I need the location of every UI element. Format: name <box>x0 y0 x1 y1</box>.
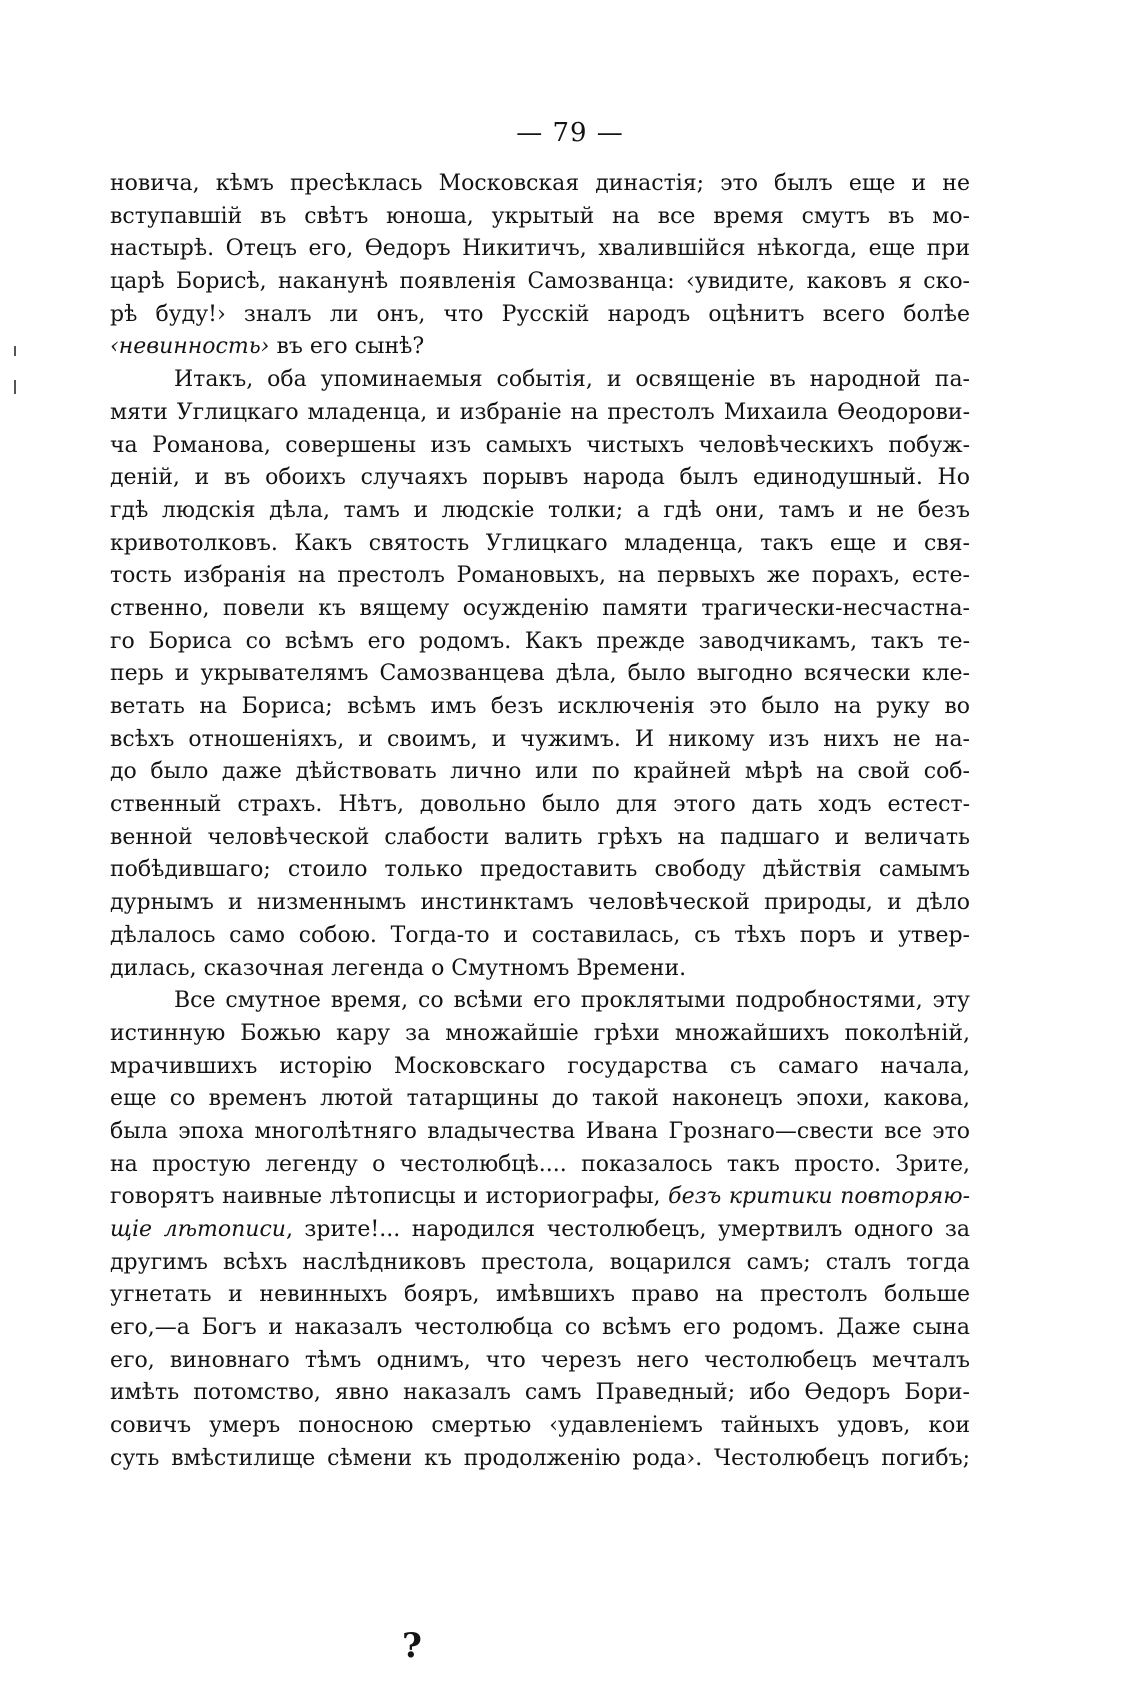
text-line <box>110 331 970 364</box>
text-line: совичъ умеръ поносною смертью ‹удавленіемъ тайныхъ удовъ, кои <box>110 1413 970 1439</box>
text-segment: въ его сынѣ? <box>269 334 425 360</box>
text-line: была эпоха многолѣтняго владычества Ивана Грознаго—свести все это <box>110 1118 970 1144</box>
text-segment: , зрите!... народился честолюбецъ, умертвилъ одного за <box>285 1217 970 1242</box>
text-line: истинную Божью кару за множайшіе грѣхи множайшихъ поколѣній, <box>110 1020 970 1046</box>
text-line: его, виновнаго тѣмъ однимъ, что черезъ него честолюбецъ мечталъ <box>110 1347 970 1373</box>
text-line: суть вмѣстилище сѣмени къ продолженію рода›. Честолюбецъ погибъ; <box>110 1445 970 1471</box>
text-line: Итакъ, оба упоминаемыя событія, и освященіе въ народной па- <box>174 367 970 393</box>
text-line: всѣхъ отношеніяхъ, и своимъ, и чужимъ. И никому изъ нихъ не на- <box>110 726 970 752</box>
text-line: дѣлалось само собою. Тогда-то и составилась, съ тѣхъ поръ и утвер- <box>110 922 970 948</box>
text-line: побѣдившаго; стоило только предоставить свободу дѣйствія самымъ <box>110 857 970 883</box>
margin-mark <box>14 380 16 394</box>
bottom-mark: ? <box>402 1626 422 1666</box>
text-line: угнетать и невинныхъ бояръ, имѣвшихъ право на престолъ больше <box>110 1282 970 1308</box>
text-line: го Бориса со всѣмъ его родомъ. Какъ прежде заводчикамъ, такъ те- <box>110 628 970 654</box>
text-line: его,—а Богъ и наказалъ честолюбца со всѣмъ его родомъ. Даже сына <box>110 1315 970 1341</box>
text-line: царѣ Борисѣ, наканунѣ появленія Самозванца: ‹увидите, каковъ я ско- <box>110 269 970 295</box>
text-line: дурнымъ и низменнымъ инстинктамъ человѣческой природы, и дѣло <box>110 890 970 916</box>
text-line: деній, и въ обоихъ случаяхъ порывъ народа былъ единодушный. Но <box>110 465 970 491</box>
text-line: мяти Углицкаго младенца, и избраніе на престолъ Михаила Ѳеодорови- <box>110 399 970 425</box>
text-line: тость избранія на престолъ Романовыхъ, на первыхъ же порахъ, есте- <box>110 563 970 589</box>
text-line: мрачившихъ исторію Московскаго государства съ самаго начала, <box>110 1053 970 1079</box>
text-line <box>110 1181 970 1214</box>
text-line: до было даже дѣйствовать лично или по крайней мѣрѣ на свой соб- <box>110 759 970 785</box>
text-line: ча Романова, совершены изъ самыхъ чистыхъ человѣческихъ побуж- <box>110 432 970 458</box>
text-line: вступавшій въ свѣтъ юноша, укрытый на все время смутъ въ мо- <box>110 203 970 229</box>
text-line: ветать на Бориса; всѣмъ имъ безъ исключенія это было на руку во <box>110 694 970 719</box>
text-line: кривотолковъ. Какъ святость Углицкаго младенца, такъ еще и свя- <box>110 530 970 556</box>
italic-phrase: безъ критики повторяю- <box>668 1184 970 1210</box>
text-segment: говорятъ наивные лѣтописцы и историографы, <box>110 1184 669 1210</box>
text-line: имѣть потомство, явно наказалъ самъ Праведный; ибо Ѳедоръ Бори- <box>110 1380 970 1406</box>
italic-phrase: ‹невинность› <box>110 334 270 360</box>
body-text <box>110 168 970 1476</box>
text-line: ственно, повели къ вящему осужденію памяти трагически-несчастна- <box>110 595 970 621</box>
text-line <box>110 1214 970 1247</box>
text-line: гдѣ людскія дѣла, тамъ и людскіе толки; а гдѣ они, тамъ и не безъ <box>110 497 970 523</box>
text-line: дилась, сказочная легенда о Смутномъ Времени. <box>110 955 687 981</box>
text-line: еще со временъ лютой татарщины до такой наконецъ эпохи, какова, <box>110 1086 970 1112</box>
text-line: другимъ всѣхъ наслѣдниковъ престола, воцарился самъ; сталъ тогда <box>110 1249 970 1275</box>
margin-mark <box>14 346 16 356</box>
text-line: на простую легенду о честолюбцѣ.... показалось такъ просто. Зрите, <box>110 1151 970 1177</box>
italic-phrase: щіе лѣтописи <box>110 1217 286 1242</box>
text-line: перь и укрывателямъ Самозванцева дѣла, было выгодно всячески кле- <box>110 661 970 687</box>
text-line: Все смутное время, со всѣми его проклятыми подробностями, эту <box>174 988 970 1014</box>
text-line: венной человѣческой слабости валить грѣхъ на падшаго и величать <box>110 824 970 850</box>
text-line: новича, кѣмъ пресѣклась Московская династія; это былъ еще и не <box>110 171 970 196</box>
page-number: — 79 — <box>516 118 624 148</box>
text-line: ственный страхъ. Нѣтъ, довольно было для этого дать ходъ естест- <box>110 792 970 818</box>
text-line: рѣ буду!› зналъ ли онъ, что Русскій народъ оцѣнитъ всего болѣе <box>110 301 970 327</box>
text-line: настырѣ. Отецъ его, Ѳедоръ Никитичъ, хвалившійся нѣкогда, еще при <box>110 236 970 262</box>
